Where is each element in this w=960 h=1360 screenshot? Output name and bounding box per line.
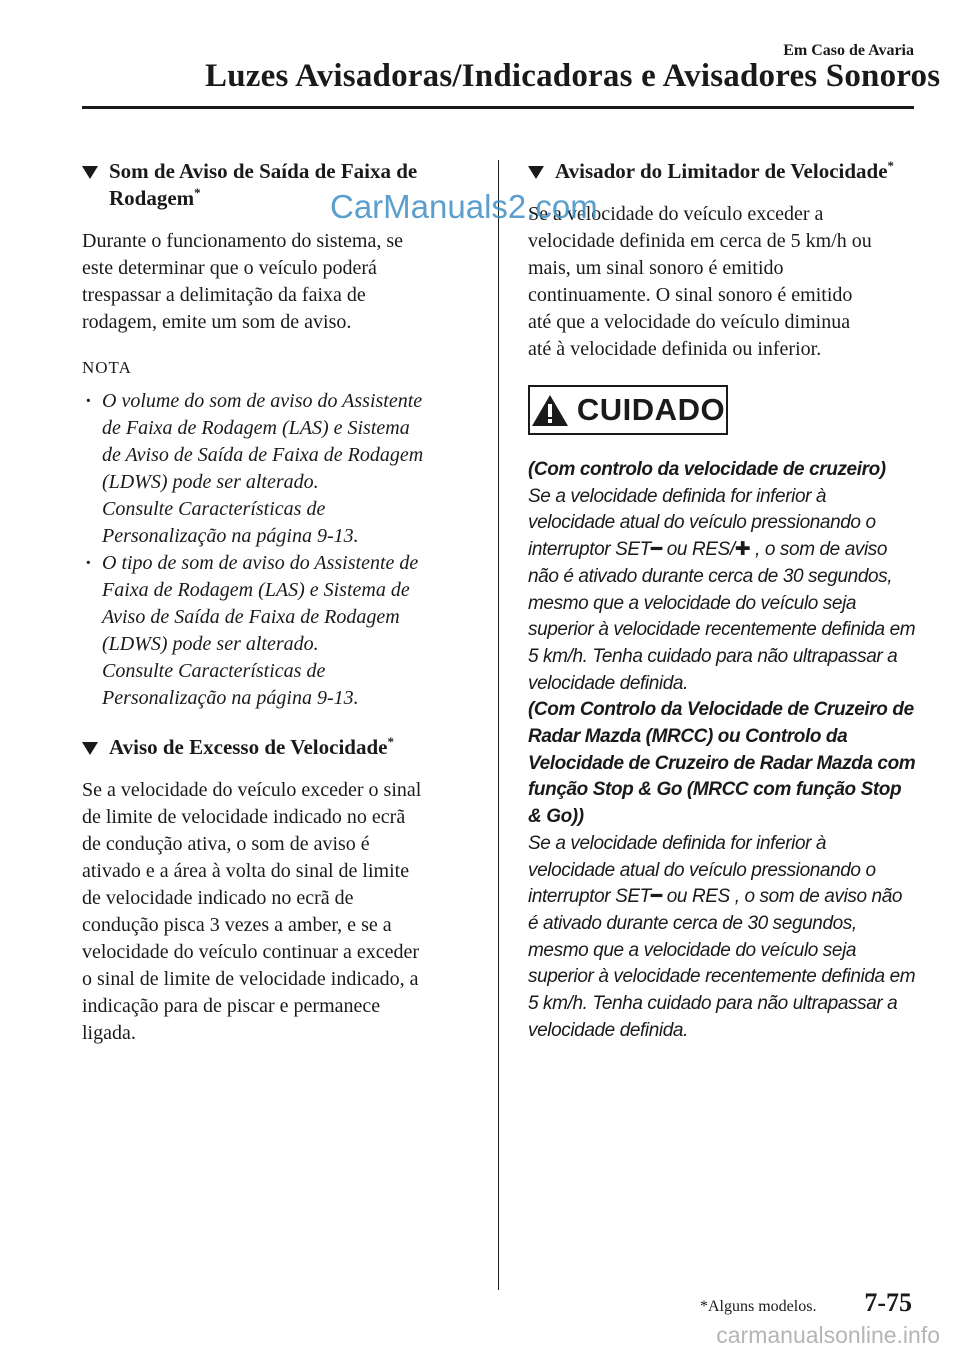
footnote-some-models: *Alguns modelos. — [700, 1298, 817, 1315]
right-column — [528, 158, 916, 1044]
note-list — [82, 388, 467, 712]
caution-text — [528, 457, 916, 1044]
caution-box — [528, 385, 728, 435]
note-item: · O tipo de som de aviso do Assistente de Faixa de Rodagem (LAS) e Sistema de Aviso de Saída de Faixa de Rodagem (LDWS) pode ser alterado. Consulte Características de Personalização na página 9-13. — [82, 550, 467, 712]
section-body-lane-departure: Durante o funcionamento do sistema, se este determinar que o veículo poderá trespassar a delimitação da faixa de rodagem, emite um som de aviso. — [82, 230, 404, 333]
note-item: · O volume do som de aviso do Assistente de Faixa de Rodagem (LAS) e Sistema de Aviso de Saída de Faixa de Rodagem (LDWS) pode ser alterado. Consulte Características de Personalização na página 9-13. — [82, 388, 467, 550]
asterisk-mark: * — [387, 734, 394, 749]
caution-paragraph: Se a velocidade definida for inferior à velocidade atual do veículo pressionando o interruptor SET━ ou RES/✚ , o som de aviso não é ativado durante cerca de 30 segundos, mesmo que a velocidade do veículo seja superior à velocidade recentemente definida em 5 km/h. Tenha cuidado para não ultrapassar a velocidade definida. — [528, 485, 916, 694]
triangle-bullet-icon — [82, 742, 98, 755]
note-label: NOTA — [82, 358, 132, 377]
header-section-label: Em Caso de Avaria — [783, 42, 914, 59]
section-heading-lane-departure: Som de Aviso de Saída de Faixa de Rodagem* — [82, 158, 467, 212]
caution-condition: (Com Controlo da Velocidade de Cruzeiro de Radar Mazda (MRCC) ou Controlo da Velocidade de Cruzeiro de Radar Mazda com função Stop & Go (MRCC com função Stop & Go)) — [528, 699, 916, 828]
section-body-overspeed: Se a velocidade do veículo exceder o sinal de limite de velocidade indicado no ecrã de condução ativa, o som de aviso é ativado e a área à volta do sinal de limite de velocidade indicado no ecrã de condução pisca 3 vezes a amber, e se a velocidade do veículo continuar a exceder o sinal de limite de velocidade indicado, a indicação para de piscar e permanece ligada. — [82, 779, 422, 1044]
caution-condition: (Com controlo da velocidade de cruzeiro) — [528, 459, 886, 480]
page-number: 7-75 — [864, 1288, 912, 1317]
left-column — [82, 158, 467, 1069]
column-divider — [498, 160, 499, 1290]
footer-site-watermark: carmanualsonline.info — [716, 1322, 940, 1348]
section-heading-speed-limiter: Avisador do Limitador de Velocidade* — [528, 158, 916, 185]
asterisk-mark: * — [887, 158, 895, 173]
minus-icon: ━ — [650, 886, 662, 908]
warning-triangle-icon — [531, 394, 569, 427]
section-body-speed-limiter: Se a velocidade do veículo exceder a velocidade definida em cerca de 5 km/h ou mais, um sinal sonoro é emitido continuamente. O sinal sonoro é emitido até que a velocidade do veículo diminua até à velocidade definida ou inferior. — [528, 203, 872, 360]
page-title: Luzes Avisadoras/Indicadoras e Avisadores Sonoros — [205, 58, 941, 94]
triangle-bullet-icon — [528, 166, 544, 179]
asterisk-mark: * — [194, 185, 201, 200]
minus-icon: ━ — [650, 539, 662, 561]
plus-icon: ✚ — [734, 539, 751, 561]
watermark: CarManuals2.com — [330, 188, 598, 225]
section-heading-overspeed: Aviso de Excesso de Velocidade* — [82, 734, 467, 761]
triangle-bullet-icon — [82, 166, 98, 179]
header-divider — [82, 106, 914, 109]
caution-label: CUIDADO — [576, 392, 726, 427]
caution-paragraph: Se a velocidade definida for inferior à velocidade atual do veículo pressionando o interruptor SET━ ou RES , o som de aviso não é ativado durante cerca de 30 segundos, mesmo que a velocidade do veículo seja superior à velocidade recentemente definida em 5 km/h. Tenha cuidado para não ultrapassar a velocidade definida. — [528, 832, 916, 1041]
